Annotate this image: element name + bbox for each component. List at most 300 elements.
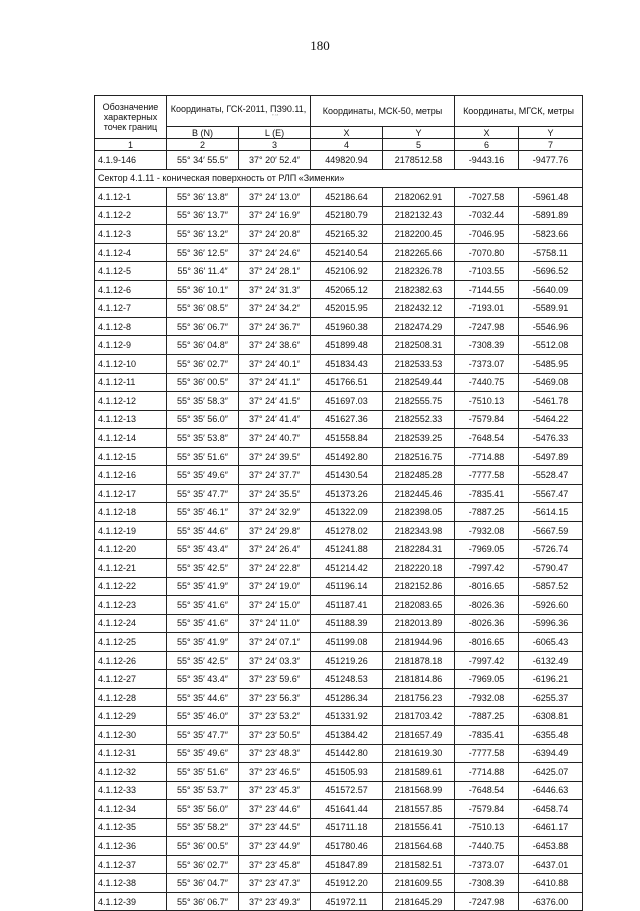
table-cell: -5823.66: [519, 225, 583, 244]
table-cell: 37° 23′ 56.3″: [239, 688, 311, 707]
table-cell: -6458.74: [519, 800, 583, 819]
table-cell: 2182555.75: [383, 392, 455, 411]
table-cell: -5589.91: [519, 299, 583, 318]
table-cell: -7373.07: [455, 355, 519, 374]
table-cell: 451248.53: [311, 670, 383, 689]
table-cell: 2182200.45: [383, 225, 455, 244]
column-number-row: [95, 139, 583, 151]
table-cell: 37° 23′ 44.5″: [239, 818, 311, 837]
table-cell: -5512.08: [519, 336, 583, 355]
table-row: [95, 818, 583, 837]
table-cell: 452065.12: [311, 280, 383, 299]
table-cell: 2182284.31: [383, 540, 455, 559]
table-cell: 4.1.12-11: [95, 373, 167, 392]
table-cell: -6453.88: [519, 837, 583, 856]
table-cell: 4.1.12-22: [95, 577, 167, 596]
table-cell: -5758.11: [519, 243, 583, 262]
table-cell: 2182432.12: [383, 299, 455, 318]
table-cell: -5614.15: [519, 503, 583, 522]
table-cell: 2182508.31: [383, 336, 455, 355]
table-cell: 2182382.63: [383, 280, 455, 299]
table-cell: 37° 23′ 50.5″: [239, 725, 311, 744]
table-cell: 55° 35′ 46.1″: [167, 503, 239, 522]
table-cell: 37° 24′ 32.9″: [239, 503, 311, 522]
table-cell: 4.1.12-17: [95, 484, 167, 503]
table-cell: 451697.03: [311, 392, 383, 411]
table-cell: 37° 23′ 53.2″: [239, 707, 311, 726]
table-cell: -7046.95: [455, 225, 519, 244]
table-row: [95, 466, 583, 485]
table-cell: 4.1.12-8: [95, 317, 167, 336]
header-gsk-note: ° ′ ″: [272, 113, 278, 118]
table-cell: -6255.37: [519, 688, 583, 707]
column-number: 6: [455, 139, 519, 151]
table-cell: -5476.33: [519, 429, 583, 448]
table-row: [95, 188, 583, 207]
table-cell: 55° 36′ 04.8″: [167, 336, 239, 355]
header-designation: Обозначение характерных точек границ: [95, 96, 167, 139]
table-cell: 37° 24′ 16.9″: [239, 206, 311, 225]
table-cell: 451912.20: [311, 874, 383, 893]
table-cell: 4.1.12-30: [95, 725, 167, 744]
table-row: [95, 429, 583, 448]
table-cell: -5961.48: [519, 188, 583, 207]
table-cell: 2182516.75: [383, 447, 455, 466]
table-cell: 37° 24′ 36.7″: [239, 317, 311, 336]
table-cell: 55° 35′ 47.7″: [167, 725, 239, 744]
table-cell: 55° 35′ 41.9″: [167, 633, 239, 652]
table-cell: -8016.65: [455, 633, 519, 652]
table-cell: 37° 24′ 40.7″: [239, 429, 311, 448]
table-cell: 2181564.68: [383, 837, 455, 856]
table-cell: 451286.34: [311, 688, 383, 707]
table-cell: -7714.88: [455, 763, 519, 782]
table-row: [95, 614, 583, 633]
table-cell: 452165.32: [311, 225, 383, 244]
table-row: [95, 225, 583, 244]
table-cell: 55° 36′ 02.7″: [167, 855, 239, 874]
table-cell: 55° 35′ 51.6″: [167, 763, 239, 782]
header-mgsk: Координаты, МГСК, метры: [455, 96, 583, 127]
page-number: 180: [310, 38, 330, 53]
subheader-cell: L (E): [239, 127, 311, 139]
table-cell: 55° 36′ 10.1″: [167, 280, 239, 299]
table-cell: 4.1.12-7: [95, 299, 167, 318]
table-cell: -6437.01: [519, 855, 583, 874]
table-cell: 55° 35′ 44.6″: [167, 688, 239, 707]
table-cell: 37° 23′ 59.6″: [239, 670, 311, 689]
table-cell: -7440.75: [455, 837, 519, 856]
table-cell: 4.1.12-29: [95, 707, 167, 726]
table-row: [95, 707, 583, 726]
table-cell: -7144.55: [455, 280, 519, 299]
table-cell: 37° 24′ 31.3″: [239, 280, 311, 299]
table-cell: -7997.42: [455, 559, 519, 578]
table-cell: -7887.25: [455, 503, 519, 522]
table-cell: -6196.21: [519, 670, 583, 689]
table-cell: 37° 23′ 45.3″: [239, 781, 311, 800]
table-cell: 451373.26: [311, 484, 383, 503]
coordinates-table: [94, 95, 583, 911]
table-cell: 4.1.12-13: [95, 410, 167, 429]
table-cell: 37° 24′ 29.8″: [239, 521, 311, 540]
table-cell: 2181645.29: [383, 892, 455, 911]
table-cell: -5926.60: [519, 596, 583, 615]
table-cell: 451214.42: [311, 559, 383, 578]
table-cell: 37° 23′ 45.8″: [239, 855, 311, 874]
table-cell: -5996.36: [519, 614, 583, 633]
table-cell: 451834.43: [311, 355, 383, 374]
table-cell: 4.1.12-21: [95, 559, 167, 578]
table-row: [95, 151, 583, 170]
table-row: [95, 243, 583, 262]
table-cell: 4.1.12-2: [95, 206, 167, 225]
table-cell: -6308.81: [519, 707, 583, 726]
table-cell: 451430.54: [311, 466, 383, 485]
table-row: [95, 744, 583, 763]
header-gsk: [167, 96, 311, 127]
table-cell: 55° 36′ 11.4″: [167, 262, 239, 281]
table-cell: 2182013.89: [383, 614, 455, 633]
table-cell: -7969.05: [455, 540, 519, 559]
table-cell: -7193.01: [455, 299, 519, 318]
table-cell: 451384.42: [311, 725, 383, 744]
table-cell: 451241.88: [311, 540, 383, 559]
table-cell: 37° 24′ 13.0″: [239, 188, 311, 207]
table-cell: 4.1.12-26: [95, 651, 167, 670]
table-row: [95, 206, 583, 225]
table-cell: 55° 35′ 41.6″: [167, 614, 239, 633]
table-cell: -7969.05: [455, 670, 519, 689]
table-cell: 2181657.49: [383, 725, 455, 744]
table-cell: 4.1.12-36: [95, 837, 167, 856]
table-cell: 4.1.12-20: [95, 540, 167, 559]
subheader-cell: X: [311, 127, 383, 139]
table-cell: 451322.09: [311, 503, 383, 522]
table-cell: 451899.48: [311, 336, 383, 355]
table-cell: 451492.80: [311, 447, 383, 466]
table-cell: -5567.47: [519, 484, 583, 503]
table-cell: -7648.54: [455, 781, 519, 800]
table-cell: 37° 24′ 11.0″: [239, 614, 311, 633]
table-row: [95, 577, 583, 596]
table-cell: 451847.89: [311, 855, 383, 874]
table-cell: 2182485.28: [383, 466, 455, 485]
table-cell: -6355.48: [519, 725, 583, 744]
table-cell: 55° 35′ 58.3″: [167, 392, 239, 411]
table-cell: -7510.13: [455, 392, 519, 411]
table-cell: 4.1.12-19: [95, 521, 167, 540]
table-cell: 55° 36′ 13.2″: [167, 225, 239, 244]
table-cell: -7032.44: [455, 206, 519, 225]
table-cell: -7997.42: [455, 651, 519, 670]
table-row: [95, 559, 583, 578]
table-cell: 2182533.53: [383, 355, 455, 374]
table-cell: 2181814.86: [383, 670, 455, 689]
table-cell: 451505.93: [311, 763, 383, 782]
table-cell: -6410.88: [519, 874, 583, 893]
table-cell: 2182474.29: [383, 317, 455, 336]
table-cell: 2181944.96: [383, 633, 455, 652]
table-cell: 37° 24′ 26.4″: [239, 540, 311, 559]
table-row: [95, 837, 583, 856]
table-row: [95, 540, 583, 559]
table-cell: 37° 23′ 48.3″: [239, 744, 311, 763]
table-cell: 55° 36′ 02.7″: [167, 355, 239, 374]
table-row: [95, 874, 583, 893]
column-number: 7: [519, 139, 583, 151]
table-cell: 451199.08: [311, 633, 383, 652]
table-cell: 4.1.12-27: [95, 670, 167, 689]
table-cell: 451188.39: [311, 614, 383, 633]
table-cell: -5891.89: [519, 206, 583, 225]
table-cell: -7932.08: [455, 688, 519, 707]
table-cell: 4.1.12-12: [95, 392, 167, 411]
table-cell: 452180.79: [311, 206, 383, 225]
table-row: [95, 280, 583, 299]
table-row: [95, 484, 583, 503]
table-cell: 55° 36′ 12.5″: [167, 243, 239, 262]
table-cell: 2182552.33: [383, 410, 455, 429]
table-cell: 451780.46: [311, 837, 383, 856]
column-number: 1: [95, 139, 167, 151]
table-row: [95, 688, 583, 707]
table-cell: 2182398.05: [383, 503, 455, 522]
table-cell: -7070.80: [455, 243, 519, 262]
table-cell: -5640.09: [519, 280, 583, 299]
table-cell: 451766.51: [311, 373, 383, 392]
table-cell: 4.1.12-5: [95, 262, 167, 281]
table-cell: 449820.94: [311, 151, 383, 170]
table-row: [95, 892, 583, 911]
table-row: [95, 725, 583, 744]
table-cell: 55° 36′ 04.7″: [167, 874, 239, 893]
table-cell: -6132.49: [519, 651, 583, 670]
table-cell: 37° 24′ 38.6″: [239, 336, 311, 355]
table-cell: 4.1.9-146: [95, 151, 167, 170]
table-cell: 55° 35′ 56.0″: [167, 410, 239, 429]
table-cell: -5469.08: [519, 373, 583, 392]
table-cell: 37° 24′ 34.2″: [239, 299, 311, 318]
table-cell: 37° 24′ 40.1″: [239, 355, 311, 374]
table-cell: 37° 24′ 07.1″: [239, 633, 311, 652]
column-number: 5: [383, 139, 455, 151]
table-cell: 37° 23′ 49.3″: [239, 892, 311, 911]
table-cell: 55° 35′ 51.6″: [167, 447, 239, 466]
table-cell: -9443.16: [455, 151, 519, 170]
table-cell: -5528.47: [519, 466, 583, 485]
table-cell: 2178512.58: [383, 151, 455, 170]
table-cell: -7835.41: [455, 484, 519, 503]
table-cell: -9477.76: [519, 151, 583, 170]
table-cell: 2182152.86: [383, 577, 455, 596]
table-cell: 37° 24′ 28.1″: [239, 262, 311, 281]
table-cell: -5790.47: [519, 559, 583, 578]
table-cell: 451442.80: [311, 744, 383, 763]
table-cell: 2181609.55: [383, 874, 455, 893]
sector-row: [95, 169, 583, 188]
table-row: [95, 521, 583, 540]
table-cell: 55° 36′ 06.7″: [167, 317, 239, 336]
table-cell: 2181878.18: [383, 651, 455, 670]
table-cell: 55° 35′ 42.5″: [167, 651, 239, 670]
table-cell: 55° 35′ 43.4″: [167, 540, 239, 559]
table-cell: 4.1.12-39: [95, 892, 167, 911]
table-cell: 55° 35′ 42.5″: [167, 559, 239, 578]
table-cell: 55° 36′ 00.5″: [167, 373, 239, 392]
table-cell: 55° 36′ 08.5″: [167, 299, 239, 318]
table-cell: -6376.00: [519, 892, 583, 911]
table-cell: 55° 35′ 41.6″: [167, 596, 239, 615]
table-cell: -5726.74: [519, 540, 583, 559]
table-cell: 55° 35′ 56.0″: [167, 800, 239, 819]
table-cell: -6394.49: [519, 744, 583, 763]
table-cell: -7373.07: [455, 855, 519, 874]
table-cell: 4.1.12-16: [95, 466, 167, 485]
table-cell: 451331.92: [311, 707, 383, 726]
table-cell: 451219.26: [311, 651, 383, 670]
table-row: [95, 800, 583, 819]
table-cell: 55° 35′ 49.6″: [167, 466, 239, 485]
table-cell: -5696.52: [519, 262, 583, 281]
table-cell: 2181756.23: [383, 688, 455, 707]
table-cell: -8016.65: [455, 577, 519, 596]
table-cell: 452186.64: [311, 188, 383, 207]
table-row: [95, 651, 583, 670]
header-gsk-label: Координаты, ГСК-2011, ПЗ90.11,: [170, 104, 307, 114]
table-cell: 2181582.51: [383, 855, 455, 874]
table-cell: -7714.88: [455, 447, 519, 466]
table-row: [95, 503, 583, 522]
table-cell: 55° 35′ 43.4″: [167, 670, 239, 689]
table-cell: 4.1.12-33: [95, 781, 167, 800]
table-cell: 2181589.61: [383, 763, 455, 782]
table-cell: 2182539.25: [383, 429, 455, 448]
table-cell: 2182083.65: [383, 596, 455, 615]
table-cell: -7103.55: [455, 262, 519, 281]
table-cell: 37° 24′ 37.7″: [239, 466, 311, 485]
table-cell: 4.1.12-6: [95, 280, 167, 299]
subheader-cell: X: [455, 127, 519, 139]
table-cell: 55° 36′ 13.7″: [167, 206, 239, 225]
table-row: [95, 262, 583, 281]
table-cell: 55° 35′ 53.7″: [167, 781, 239, 800]
column-number: 2: [167, 139, 239, 151]
table-cell: 37° 24′ 24.6″: [239, 243, 311, 262]
table-cell: -6065.43: [519, 633, 583, 652]
table-cell: 37° 24′ 41.5″: [239, 392, 311, 411]
table-cell: -5485.95: [519, 355, 583, 374]
table-cell: -8026.36: [455, 596, 519, 615]
table-cell: 37° 24′ 20.8″: [239, 225, 311, 244]
table-cell: 55° 35′ 49.6″: [167, 744, 239, 763]
table-cell: -7777.58: [455, 744, 519, 763]
table-cell: 4.1.12-24: [95, 614, 167, 633]
table-cell: 451278.02: [311, 521, 383, 540]
table-cell: 2182445.46: [383, 484, 455, 503]
subheader-cell: Y: [519, 127, 583, 139]
table-cell: -5667.59: [519, 521, 583, 540]
table-cell: -7648.54: [455, 429, 519, 448]
table-row: [95, 596, 583, 615]
table-cell: -7579.84: [455, 410, 519, 429]
table-header-row: [95, 96, 583, 127]
table-cell: 2182220.18: [383, 559, 455, 578]
table-cell: 55° 35′ 44.6″: [167, 521, 239, 540]
table-row: [95, 355, 583, 374]
table-cell: -7887.25: [455, 707, 519, 726]
table-row: [95, 317, 583, 336]
table-cell: 2182132.43: [383, 206, 455, 225]
table-cell: -7308.39: [455, 336, 519, 355]
table-cell: 37° 24′ 03.3″: [239, 651, 311, 670]
table-cell: -6446.63: [519, 781, 583, 800]
table-cell: -7027.58: [455, 188, 519, 207]
table-row: [95, 781, 583, 800]
table-cell: 37° 24′ 41.4″: [239, 410, 311, 429]
table-cell: 2181568.99: [383, 781, 455, 800]
table-cell: 2182343.98: [383, 521, 455, 540]
table-cell: 2181703.42: [383, 707, 455, 726]
table-row: [95, 763, 583, 782]
table-cell: 4.1.12-38: [95, 874, 167, 893]
table-cell: 4.1.12-10: [95, 355, 167, 374]
table-cell: 4.1.12-28: [95, 688, 167, 707]
table-cell: 55° 34′ 55.5″: [167, 151, 239, 170]
table-cell: -6461.17: [519, 818, 583, 837]
table-cell: -7835.41: [455, 725, 519, 744]
table-cell: 452015.95: [311, 299, 383, 318]
table-cell: 37° 24′ 39.5″: [239, 447, 311, 466]
table-cell: 4.1.12-9: [95, 336, 167, 355]
table-cell: 37° 24′ 35.5″: [239, 484, 311, 503]
table-row: [95, 855, 583, 874]
table-cell: 37° 23′ 47.3″: [239, 874, 311, 893]
table-cell: 2182326.78: [383, 262, 455, 281]
table-cell: 55° 36′ 00.5″: [167, 837, 239, 856]
table-row: [95, 633, 583, 652]
table-cell: 2181557.85: [383, 800, 455, 819]
table-cell: 4.1.12-4: [95, 243, 167, 262]
table-cell: -7579.84: [455, 800, 519, 819]
table-row: [95, 670, 583, 689]
table-cell: 37° 24′ 15.0″: [239, 596, 311, 615]
table-cell: 451972.11: [311, 892, 383, 911]
column-number: 4: [311, 139, 383, 151]
table-cell: 451627.36: [311, 410, 383, 429]
table-cell: 2181619.30: [383, 744, 455, 763]
subheader-cell: Y: [383, 127, 455, 139]
table-row: [95, 447, 583, 466]
table-cell: -7777.58: [455, 466, 519, 485]
table-cell: 451641.44: [311, 800, 383, 819]
table-cell: -6425.07: [519, 763, 583, 782]
table-cell: 452106.92: [311, 262, 383, 281]
table-cell: -7510.13: [455, 818, 519, 837]
table-cell: 55° 36′ 06.7″: [167, 892, 239, 911]
table-cell: 55° 35′ 58.2″: [167, 818, 239, 837]
table-cell: 4.1.12-1: [95, 188, 167, 207]
table-cell: 451558.84: [311, 429, 383, 448]
table-cell: 37° 24′ 22.8″: [239, 559, 311, 578]
table-cell: -7247.98: [455, 892, 519, 911]
table-cell: 2182062.91: [383, 188, 455, 207]
table-cell: 55° 35′ 47.7″: [167, 484, 239, 503]
table-cell: -5857.52: [519, 577, 583, 596]
table-cell: 2182549.44: [383, 373, 455, 392]
table-cell: 451187.41: [311, 596, 383, 615]
table-cell: 4.1.12-25: [95, 633, 167, 652]
